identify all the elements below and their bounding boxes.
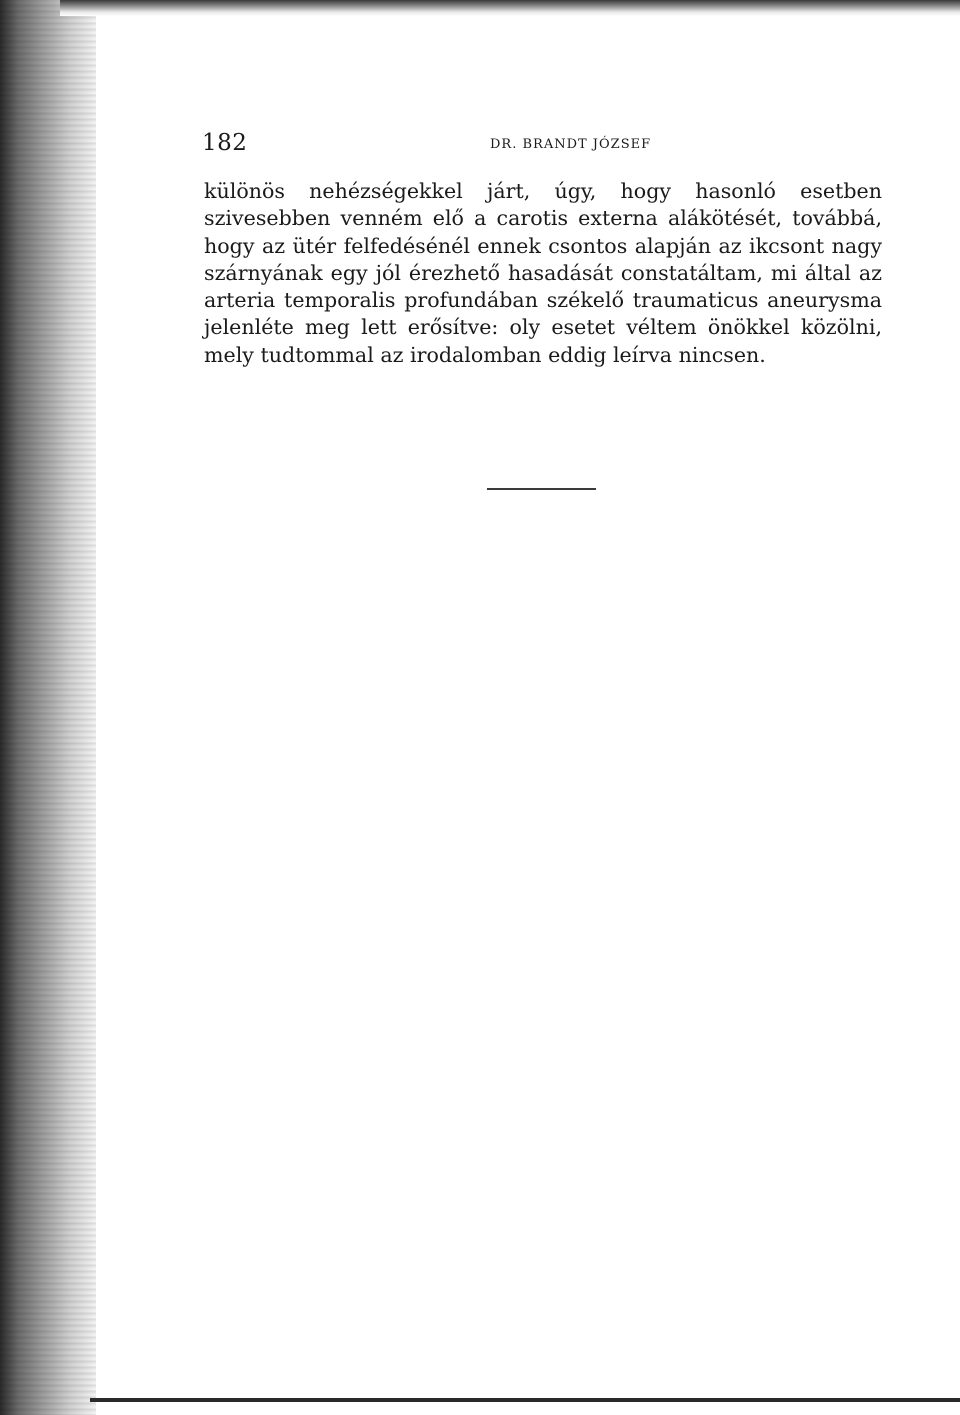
scan-top-edge [60,0,960,16]
scan-binding-edge [0,0,96,1415]
running-header-title: DR. BRANDT JÓZSEF [490,137,652,152]
body-text [204,178,882,369]
scan-bottom-edge [90,1398,960,1402]
page-number: 182 [202,130,248,156]
section-divider [487,488,596,490]
book-page [204,124,882,369]
paragraph: különös nehézségekkel járt, úgy, hogy hasonló esetben szivesebben venném elő a carotis externa alákötését, továbbá, hogy az ütér felfedésénél ennek csontos alapján az ikcsont nagy szárnyának egy jól érezhető hasadását constatáltam, mi által az arteria temporalis profundában székelő traumaticus aneurysma jelenléte meg lett erősítve: oly esetet véltem önökkel közölni, mely tudtommal az irodalomban eddig leírva nincsen. [204,179,882,367]
running-header [204,124,882,156]
